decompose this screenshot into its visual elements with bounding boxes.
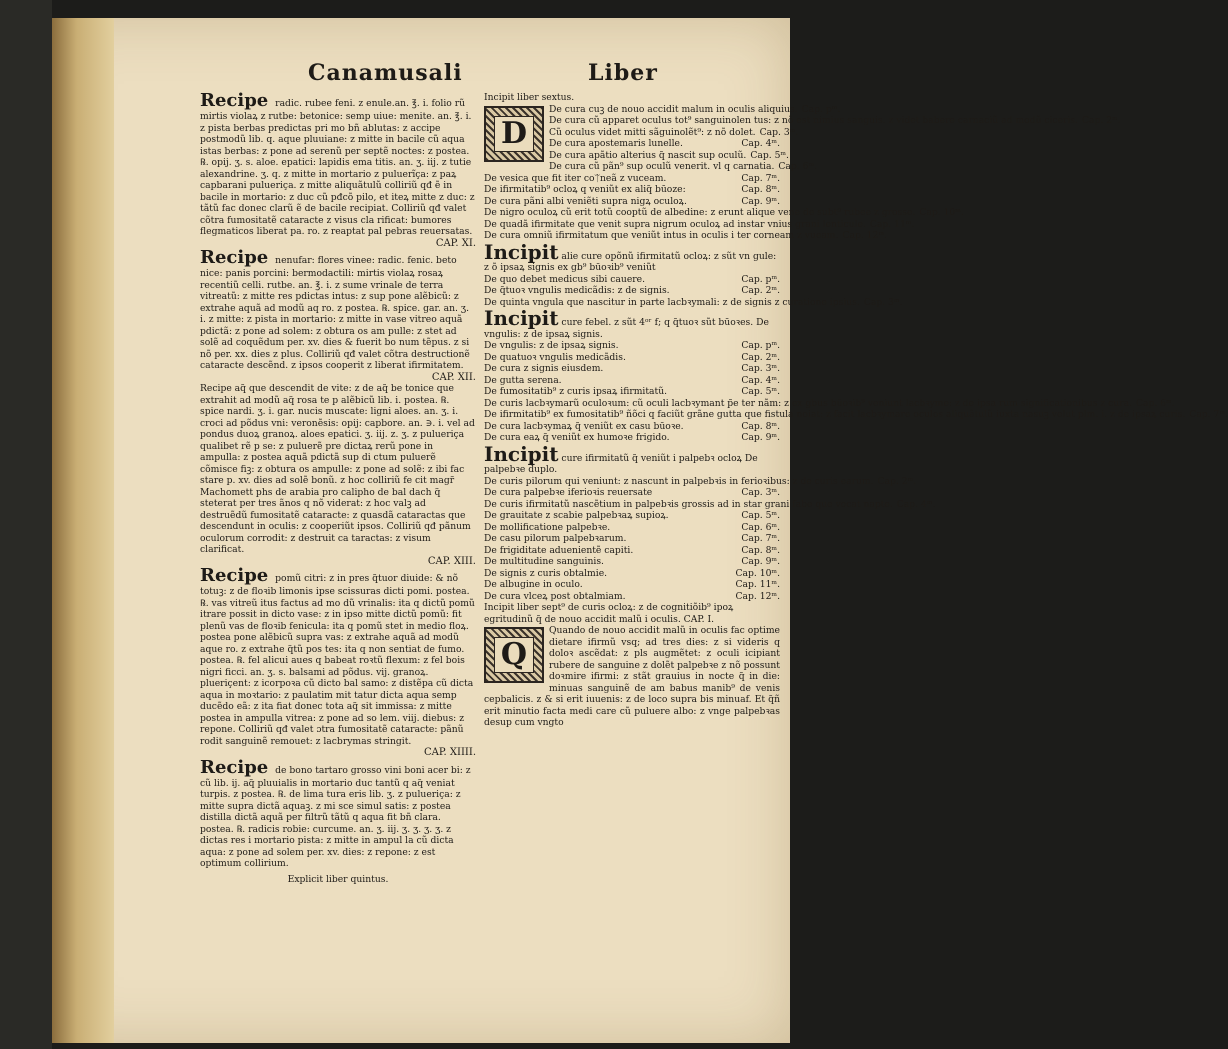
toc-entry: [484, 510, 780, 522]
toc-entry: [484, 285, 780, 297]
toc-entry: [484, 352, 780, 364]
toc-entry-title: De cura cũ apparet oculus tot⁹ sanguinolen tus: z nõ est nimius sanguis. z videt babere carnaciũ ad modũ ciceris.: [549, 115, 1078, 126]
toc-entry-title: De quatuoꝛ vngulis medicãdis.: [484, 351, 626, 363]
toc-entry-title: De cura vlceꝝ post obtalmiam.: [484, 590, 626, 602]
toc-entry: [484, 363, 780, 375]
toc-entry-title: De nigro oculoꝝ cũ erit totũ cooptũ de albedine: z erunt alique vene de subt⁹ rubee z grosse.: [484, 207, 916, 218]
initial-letter: D: [494, 116, 534, 152]
right-column: [484, 92, 1228, 1027]
incipit-word-1: Incipit: [484, 239, 559, 264]
toc-entry-title: De signis z curis obtalmie.: [484, 567, 608, 579]
decorated-initial-q: [484, 627, 544, 683]
toc-entry: [484, 579, 780, 591]
toc-entry: [484, 522, 780, 534]
incipit-word-2: Incipit: [484, 306, 559, 330]
toc-entry-title: De mollificatione palpebꝛe.: [484, 521, 611, 533]
toc-entry: [484, 533, 780, 545]
incipit-2-text: cure febel. z sũt 4ᵒʳ f; q q̃tuoꝛ sũt būoꝛes. De vngulis: z de ipsaꝝ signis.: [484, 317, 769, 340]
toc-entry: [484, 409, 1228, 421]
toc-entry-title: De cura cũ pãn⁹ sup oculũ venerit. vl q carnatia.: [549, 161, 775, 172]
left-column: [200, 92, 476, 892]
toc-entry-chapter: Cap. 9ᵐ.: [741, 432, 780, 443]
recipe-3-chapter: CAP. XIII.: [427, 555, 476, 567]
toc-entry-title: De gutta serena.: [484, 374, 562, 386]
toc-entry-chapter: Cap. 2ᵐ.: [741, 351, 780, 363]
toc-entry-title: Cũ oculus videt mitti sãguinolẽt⁹: z nõ dolet.: [549, 126, 756, 138]
toc-entry-chapter: Cap. 10ᵐ.: [735, 567, 780, 579]
toc-entry: [484, 386, 780, 398]
toc-entry-chapter: Cap. pᵐ.: [741, 273, 780, 285]
toc-entry-chapter: Cap. 9ᵐ.: [741, 195, 780, 207]
recipe-4-text: pomũ citri: z in pres q̃tuor diuide: & nõ totuꝫ: z de floꝛib limonis ipse scissuras dicti pomi. postea. ℞. vas vitreũ itus factus ad mo dũ vrinalis: ita q dictũ pomũ itrare possit in dicto vase: z in ipso mitte dictũ pomũ: fit plenũ vas de floꝛib fenicula: ita q pomũ stet in medio floꝝ. postea pone alẽbicũ supra vas: z extrahe aquã ad modũ aque ro. z extrahe q̃tũ pos tes: ita q non sentiat de fumo. postea. ℞. fel alicui aues q babeat roꝛtũ flexum: z fel bois nigri ficci. an. ʒ. s. balsami ad põdus. vij. granoꝝ. plueriçent: z icorpoꝛa cũ dicto bal samo: z distẽpa cũ dicta aqua in moꝛtario: z paulatim mit tatur dicta aqua semp ducẽdo eã: z ita fiat donec tota aq̃ sit immissa: z mitte postea in ampulla vitrea: z pone ad so lem. viij. diebus: z repone. Colliriũ qđ valet ɔtra fumositatẽ cataracte: pãnũ rodit sanguinẽ remouet: z lacbrymas stringit.: [200, 573, 475, 747]
toc-entry: [549, 103, 841, 116]
toc-entry-title: De ifirmitatib⁹ ocloꝝ q veniũt ex aliq̃ būoze:: [484, 184, 686, 195]
toc-entry-chapter: Cap. 12ᵐ.: [842, 230, 887, 241]
toc-entry: [484, 375, 780, 387]
recipe-4: [200, 567, 476, 759]
toc-entry-chapter: Cap. 7ᵐ.: [741, 172, 780, 184]
toc-entry: [484, 173, 780, 185]
toc-entry-title: De albugine in oculo.: [484, 579, 583, 590]
recipe-1-initial: Recipe: [200, 90, 269, 111]
toc-entry-chapter: Cap. 4ᵐ.: [896, 498, 936, 510]
toc-entry: [549, 161, 818, 173]
toc-entry-chapter: Cap. pᵐ.: [801, 103, 841, 115]
running-header-left: Canamusali: [308, 60, 463, 86]
toc-entry-chapter: Cap. 5ᵐ.: [750, 149, 789, 161]
toc-entry-title: De curis ifirmitatũ nascẽtium in palpebꝛis grossis ad in star grani fabe que vocat napte.: [484, 498, 893, 510]
toc-entry-chapter: Cap. 3ᵐ.: [759, 126, 799, 138]
recipe-5: [200, 756, 476, 870]
toc-entry-title: De vesica que fit iter coᛠneã z vuceam.: [484, 172, 667, 184]
toc-entry: [484, 487, 780, 499]
toc-list-4: [484, 475, 936, 603]
toc-entry-chapter: Cap. 9ᵐ.: [741, 556, 780, 567]
toc-entry-title: De quadã ifirmitate que venit supra nigrum oculoꝝ ad instar vnius grani lenticule.: [484, 218, 866, 230]
toc-entry-chapter: Cap. 4ᵐ.: [741, 138, 780, 149]
recipe-4-chapter: CAP. XIIII.: [423, 747, 476, 758]
toc-entry-chapter: Cap. 8ᵐ.: [741, 184, 780, 195]
toc-entry-chapter: Cap. 3ᵐ.: [741, 363, 780, 374]
incipit-3-text: cure ifirmitatũ q̃ veniũt i palpebꝛ ocloꝝ De palpebꝛe duplo.: [484, 452, 758, 475]
toc-entry: [549, 126, 799, 139]
page-binding: [52, 18, 114, 1043]
incipit-block-3: [484, 441, 780, 476]
toc-entry: [549, 138, 780, 150]
toc-entry-chapter: Cap. 5ᵐ.: [741, 386, 780, 397]
toc-entry: [484, 568, 780, 580]
toc-entry: [484, 196, 780, 208]
toc-entry-title: De vngulis: z de ipsaꝝ signis.: [484, 340, 619, 351]
recipe-1-chapter: CAP. XI.: [435, 237, 476, 249]
toc-entry-chapter: Cap. 6ᵐ.: [1136, 397, 1175, 409]
toc-entry-chapter: Cap. 11ᵐ.: [735, 579, 780, 590]
toc-entry-chapter: Cap. 8ᵐ.: [741, 544, 780, 556]
background-edge: [0, 0, 52, 1049]
toc-entry-title: De quo debet medicus sibi cauere.: [484, 273, 646, 285]
toc-entry-title: De cura apostemaris lunelle.: [549, 138, 683, 149]
incipit-septimus: Incipit liber sept⁹ de curis ocloꝝ: z de cognitiõib⁹ ipoꝝ egritudinũ q̃ de nouo accidit malũ i oculis. CAP. I.: [484, 602, 734, 625]
toc-entry-chapter: Cap. 7ᵐ.: [741, 533, 780, 544]
toc-entry-title: De cura lacbꝛymaꝝ q̃ veniũt ex casu būoꝛe.: [484, 420, 684, 432]
toc-entry-title: De frigiditate aduenientẽ capiti.: [484, 544, 634, 556]
toc-entry: [484, 340, 780, 352]
recipe-5-initial: Recipe: [200, 756, 269, 778]
toc-entry: [484, 421, 780, 433]
toc-entry: [549, 149, 789, 162]
incipit-block-2: [484, 308, 780, 340]
toc-entry-chapter: Cap. 7ᵐ.: [1189, 409, 1228, 420]
toc-entry-title: De cura apãtio alterius q̃ nascit sup oculũ.: [549, 149, 747, 161]
toc-entry-chapter: Cap. pᵐ.: [741, 340, 780, 351]
toc-entry-title: De cura eaꝝ q̃ veniũt ex humoꝛe frigido.: [484, 432, 670, 443]
toc-entry-title: De casu pilorum palpebꝛarum.: [484, 533, 627, 544]
toc-entry-chapter: Cap. 6ᵐ.: [741, 521, 780, 533]
toc-entry-title: De multitudine sanguinis.: [484, 556, 604, 567]
recipe-3-text: Recipe aq̃ que descendit de vite: z de aq̃ be tonice que extrahit ad modũ aq̃ rosa te p alẽbicũ lib. i. postea. ℞. spice nardi. ʒ. i. gar. nucis muscate: ligni aloes. an. ʒ. i. croci ad põdus vni: veronẽsis: opij: capbore. an. ∋. i. vel ad pondus duoꝝ granoꝝ. aloes epatici. ʒ. iij. z. ʒ. z pulueriça qualibet rẽ p se: z puluerẽ pre dictaꝝ rerũ pone in ampulla: z postea aquã pdictã sup di ctum puluerẽ cõmisce fiꝫ: z obtura os ampulle: z pone ad solẽ: z ibi fac stare p. xv. dies ad solẽ bonũ. z hoc colliriũ fe cit magr̃ Machomett phs de arabia pro calipho de bal dach q̃ steterat per tres ãnos q nõ viderat: z hoc valꝫ ad destruẽdũ fumositatẽ cataracte: z quasdã cataractas que descendunt in oculis: z cooperiũt ipsos. Colliriũ qđ pãnum oculorum corrodit: z destruit ca taractas: z visum clarificat.: [200, 383, 475, 555]
recipe-3: [200, 383, 476, 567]
toc-entry-chapter: Cap. 4ᵐ.: [741, 374, 780, 386]
incipit-1-text: alie cure opõnũ ifirmitatũ ocloꝝ: z sũt vn gule: z õ ipsaꝝ signis ex gb⁹ būoꝛib⁹ veniũt: [484, 250, 777, 273]
toc-entry-chapter: Cap. 6ᵐ.: [778, 161, 818, 172]
toc-entry-title: De q̃tuoꝛ vngulis medicãdis: z de signis.: [484, 285, 670, 296]
toc-entry-chapter: Cap. 12ᵐ.: [735, 590, 780, 602]
toc-entry: [549, 115, 1121, 127]
toc-entry: [484, 274, 780, 286]
toc-entry-title: De cura omniũ ifirmitatum que veniũt intus in oculis i ter corneam z vueam.: [484, 230, 839, 241]
toc-entry: [484, 475, 917, 488]
recipe-1: [200, 92, 476, 249]
toc-entry-title: De grauitate z scabie palpebꝛaꝝ supioꝝ.: [484, 510, 669, 521]
toc-entry-title: De quinta vngula que nascitur in parte lacbꝛymali: z de signis z curatione ipsius.: [484, 296, 860, 308]
incipit-liber-sextus: Incipit liber sextus.: [484, 92, 575, 103]
incipit-block-1: [484, 239, 780, 274]
toc-entry-title: De curis pilorum qui veniunt: z nascunt in palpebꝛis in ferioꝛibus: z de curis earum.: [484, 475, 874, 487]
toc-entry: [484, 207, 964, 219]
toc-entry: [484, 591, 780, 603]
initial-letter-2: Q: [494, 637, 534, 673]
toc-entry-title: De cura cuꝫ de nouo accidit malum in oculis aliquius.: [549, 103, 798, 115]
toc-list-2: [484, 273, 903, 309]
toc-entry-title: De cura palpebꝛe iferioꝛis reuersate: [484, 487, 653, 498]
toc-entry-title: De fumositatib⁹ z curis ipsaꝝ ifirmitatũ.: [484, 386, 668, 397]
toc-entry-chapter: Cap. 10ᵐ.: [919, 207, 964, 218]
toc-entry-title: De cura z signis eiusdem.: [484, 363, 604, 374]
toc-list-3: [484, 340, 1228, 444]
toc-entry-chapter: Cap. 8ᵐ.: [741, 420, 780, 432]
recipe-5-text: de bono tartaro grosso vini boni acer bi: z cũ lib. ij. aq̃ pluuialis in mortario duc tantũ q aq̃ veniat turpis. z postea. ℞. de lima tura eris lib. ʒ. z pulueriça: z mitte supra dictã aquaꝫ. z mi sce simul satis: z postea distilla dictã aquã per filtrũ tãtũ q aqua fit bñ clara. postea. ℞. radicis robie: curcume. an. ʒ. iij. ʒ. ʒ. ʒ. ʒ. z dictas res i mortario pista: z mitte in ampul la cũ dicta aqua: z pone ad solem per. xv. dies: z repone: z est optimum collirium.: [200, 764, 471, 869]
toc-entry: [484, 184, 780, 196]
toc-entry: [484, 218, 915, 231]
toc-entry: [484, 545, 780, 557]
incipit-word-3: Incipit: [484, 441, 559, 466]
recipe-2: [200, 249, 476, 383]
recipe-1-text: radic. rubee feni. z enule.an. ℥. i. folio rũ mirtis violaꝝ z rutbe: betonice: semp uiue: menite. an. ℥. i. z pista berbas predictas pri mo bñ ablutas: z accipe postmodũ lib. q. aque pluuiane: z mitte in bacile cũ aqua istas berbas: z pone ad serenũ per septẽ noctes: z postea. ℞. opij. ʒ. s. aloe. epatici: lapidis ema titis. an. ʒ. iij. z tutie alexandrine. ʒ. q. z mitte in mortario z puluerĩça: z paꝝ capbarani pulueriça. z mitte aliquãtulũ colliriũ qđ ẽ in bacile in mortario: z duc cũ pđcõ pilo, et iteꝝ mitte z duc: z tãtũ fac donec clarũ ẽ de bacile recipiat. Colliriũ qđ valet cõtra fumositatẽ cataracte z visus cla rificat: bumores flegmaticos liberat pa. ro. z reaptat pal pebras reuersatas.: [200, 98, 475, 237]
toc-entry: [484, 556, 780, 568]
toc-entry-title: De cura pãni albi veniẽti supra nigꝝ oculoꝝ.: [484, 195, 687, 207]
recipe-2-initial: Recipe: [200, 247, 269, 268]
toc-entry-chapter: Cap. 3ᵐ.: [741, 487, 780, 498]
toc-entry-title: De curis lacbꝛymarũ oculoꝛum: cũ oculi lacbꝛymant p̃e ter nãm: z ex gbus būoꝛib⁹ veniunt lacbꝛyme: z de ipsa rum significationibus z cura.: [484, 397, 1132, 409]
quando-text: Quando de nouo accidit malũ in oculis fac optime dietare ifirmũ vsq; ad tres dies: z si videris q doloꝛ ascẽdat: z pls augmẽtet: z oculi icipiant rubere de sanguine z dolẽt palpebꝛe z nõ possunt doꝛmire ifirmi: z stãt grauius in nocte q̃ in die: minuas sanguinẽ de am babus manib⁹ de venis cepbalicis. z & si erit iuuenis: z de loco supra bis minuaf. Et q̃ñ erit minutio facta medi care cũ puluere albo: z vnge palpebꝛas desup cum vngto: [484, 625, 780, 728]
decorated-initial-d: [484, 106, 544, 162]
toc-entry-title: De ifirmitatib⁹ ex fumositatib⁹ ñõci q faciũt grãne gutta que fistula noiat: z facit lacbꝛymare oculos aliquãtulũ iuxta nasuꝫ velut plm. i. z de ipsaꝝ curis.: [484, 409, 1186, 420]
toc-entry-chapter: Cap. 2ᵐ.: [1081, 115, 1121, 126]
recipe-2-text: nenufar: flores vinee: radic. fenic. beto nice: panis porcini: bermodactili: mirtis violaꝝ rosaꝝ recentiũ celli. rutbe. an. ℥. i. z sume vrinale de terra vitreatũ: z mitte res pdictas intus: z sup pone alẽbicũ: z extrahe aquã ad modũ aq ro. z postea. ℞. spice. gar. an. ʒ. i. z mitte: z pista in mortario: z mitte in vase vitreo aquã pdictã: z pone ad solem: z obtura os am pulle: z stet ad solẽ ad coquẽdum per. xv. dies & fuerit bo num tẽpus. z si nõ per. xx. dies z plus. Colliriũ qđ valet cõtra destructionẽ cataracte descẽnd. z ipsos cooperit z liberat ifirmitatem.: [200, 255, 470, 371]
toc-entry-chapter: Cap. 11ᵐ.: [869, 218, 915, 230]
explicit-line: Explicit liber quintus.: [287, 873, 389, 885]
toc-entry: [484, 498, 936, 511]
toc-entry: [484, 397, 1175, 410]
toc-entry-chapter: Cap. 2ᵐ.: [877, 475, 917, 487]
toc-entry-chapter: Cap. 2ᵐ.: [741, 285, 780, 296]
recipe-4-initial: Recipe: [200, 565, 269, 586]
toc-entry-chapter: Cap. 5ᵐ.: [741, 510, 780, 521]
recipe-2-chapter: CAP. XII.: [431, 371, 476, 383]
running-header-right: Liber: [588, 60, 658, 86]
toc-entry-chapter: Cap. 3ᵐ.: [863, 296, 903, 308]
